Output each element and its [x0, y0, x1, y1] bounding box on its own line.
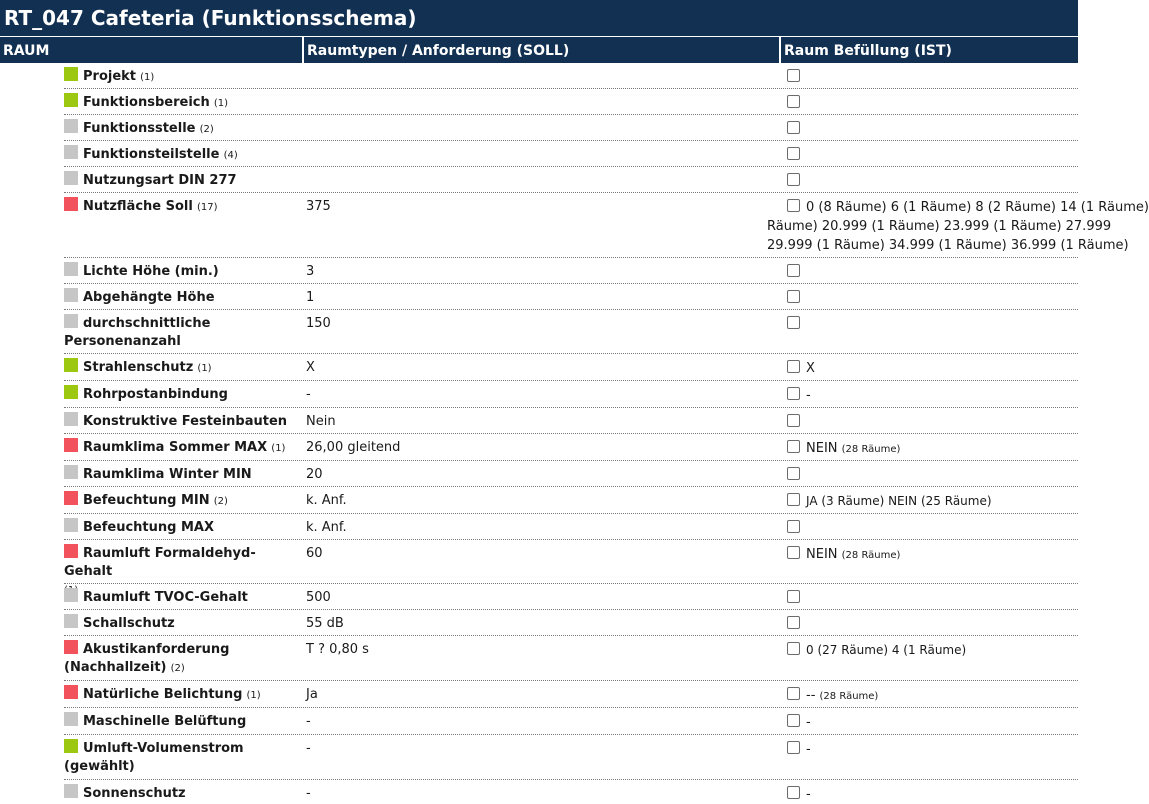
ist-cell	[787, 466, 1078, 485]
table-row	[0, 780, 1078, 801]
ist-cell	[787, 641, 1078, 660]
ist-note: (28 Räume)	[819, 691, 879, 702]
ist-value: X	[806, 361, 815, 376]
row-label-cell	[64, 712, 298, 732]
soll-value: -	[306, 741, 311, 756]
ist-value-line: 29.999 (1 Räume) 34.999 (1 Räume) 36.999 (1 Räume)	[767, 238, 1129, 253]
table-row	[0, 434, 1078, 461]
row-label-cell	[64, 438, 298, 458]
ist-cell	[787, 519, 1078, 538]
row-count: (1)	[140, 72, 155, 83]
table-row	[0, 681, 1078, 708]
status-square-icon	[64, 119, 78, 133]
status-square-icon	[64, 465, 78, 479]
soll-value: -	[306, 786, 311, 801]
ist-note: (28 Räume)	[841, 444, 901, 455]
soll-value: -	[306, 714, 311, 729]
row-count: (1)	[213, 98, 229, 109]
row-label: Konstruktive Festeinbauten	[83, 414, 288, 429]
soll-value: 20	[306, 467, 323, 482]
row-checkbox[interactable]	[787, 121, 800, 134]
row-count: (1)	[246, 690, 261, 701]
row-checkbox[interactable]	[787, 95, 800, 108]
row-label: Funktionsstelle	[83, 121, 196, 136]
row-label: Raumluft Formaldehyd-Gehalt	[64, 546, 256, 579]
row-label: Strahlenschutz	[83, 360, 194, 375]
table-header	[0, 37, 1078, 63]
soll-value: 1	[306, 290, 315, 305]
ist-cell	[787, 492, 1078, 511]
row-label-cell	[64, 67, 298, 87]
ist-cell	[787, 439, 1078, 459]
table-row	[0, 381, 1078, 408]
status-square-icon	[64, 358, 78, 372]
table-row	[0, 115, 1078, 141]
ist-value: -	[806, 787, 811, 802]
soll-value: 500	[306, 590, 331, 605]
row-label: Lichte Höhe (min.)	[83, 264, 219, 279]
row-label: Sonnenschutz	[83, 786, 186, 801]
row-checkbox[interactable]	[787, 616, 800, 629]
ist-cell	[787, 94, 1078, 113]
row-label-cell	[64, 145, 298, 165]
row-label: Rohrpostanbindung	[83, 387, 228, 402]
row-label-cell	[64, 465, 298, 485]
row-label-cell	[64, 518, 298, 538]
status-square-icon	[64, 588, 78, 602]
row-label: Befeuchtung MIN	[83, 493, 210, 508]
table-row	[0, 584, 1078, 610]
table-row	[0, 610, 1078, 636]
row-label-cell	[64, 640, 234, 678]
row-label: Natürliche Belichtung	[83, 687, 243, 702]
table-row	[0, 735, 1078, 780]
ist-cell	[787, 545, 1078, 565]
row-label: Raumluft TVOC-Gehalt	[83, 590, 248, 605]
ist-value: -	[806, 715, 811, 730]
row-label: Funktionsteilstelle	[83, 147, 220, 162]
row-checkbox[interactable]	[787, 714, 800, 727]
row-checkbox[interactable]	[787, 360, 800, 373]
soll-value: 375	[306, 199, 331, 214]
soll-value: 150	[306, 316, 331, 331]
row-label-cell	[64, 588, 298, 608]
ist-value-line: 0 (8 Räume) 6 (1 Räume) 8 (2 Räume) 14 (1 Räume)	[806, 200, 1149, 215]
row-count: (1)	[271, 443, 286, 454]
table-row	[0, 193, 1149, 258]
row-checkbox[interactable]	[787, 786, 800, 799]
row-checkbox[interactable]	[787, 546, 800, 559]
soll-value: -	[306, 387, 311, 402]
ist-cell	[787, 713, 1078, 732]
ist-cell	[787, 120, 1078, 139]
ist-value: JA (3 Räume) NEIN (25 Räume)	[806, 494, 992, 508]
status-square-icon	[64, 93, 78, 107]
row-checkbox[interactable]	[787, 264, 800, 277]
ist-note: (28 Räume)	[841, 550, 901, 561]
row-label-cell	[64, 119, 298, 139]
status-square-icon	[64, 614, 78, 628]
status-square-icon	[64, 438, 78, 452]
status-square-icon	[64, 491, 78, 505]
header-raum: RAUM	[3, 43, 50, 59]
row-checkbox[interactable]	[787, 741, 800, 754]
ist-cell	[787, 146, 1078, 165]
row-label: Projekt	[83, 69, 137, 84]
status-square-icon	[64, 412, 78, 426]
header-ist: Raum Befüllung (IST)	[779, 37, 1078, 63]
status-square-icon	[64, 784, 78, 798]
ist-value-line: Räume) 20.999 (1 Räume) 23.999 (1 Räume) 27.999	[767, 219, 1112, 234]
status-square-icon	[64, 171, 78, 185]
soll-value: k. Anf.	[306, 520, 347, 535]
status-square-icon	[64, 544, 78, 558]
row-checkbox[interactable]	[787, 590, 800, 603]
ist-cell	[787, 68, 1078, 87]
ist-cell	[787, 740, 1078, 759]
row-count: (4)	[223, 150, 238, 161]
ist-value: --	[806, 688, 816, 703]
row-checkbox[interactable]	[787, 687, 800, 700]
table-row	[0, 89, 1078, 115]
row-label-cell	[64, 358, 298, 378]
row-label-cell	[64, 93, 298, 113]
ist-cell	[787, 413, 1078, 432]
status-square-icon	[64, 145, 78, 159]
row-checkbox[interactable]	[787, 440, 800, 453]
row-checkbox[interactable]	[787, 199, 800, 212]
row-label-cell	[64, 262, 298, 282]
status-square-icon	[64, 314, 78, 328]
soll-value: Ja	[306, 687, 318, 702]
status-square-icon	[64, 197, 78, 211]
ist-cell	[767, 198, 1149, 255]
ist-cell	[787, 315, 1078, 334]
row-label-cell	[64, 784, 298, 804]
row-label-cell	[64, 412, 298, 432]
table-row	[0, 540, 1078, 584]
table-row	[0, 310, 1078, 354]
table-row	[0, 167, 1078, 193]
ist-value: NEIN	[806, 547, 838, 562]
ist-cell	[787, 172, 1078, 191]
soll-value: Nein	[306, 414, 336, 429]
row-count: (2)	[213, 496, 228, 507]
table-row	[0, 284, 1078, 310]
row-label: Nutzfläche Soll	[83, 199, 193, 214]
table-row	[0, 63, 1078, 89]
ist-cell	[787, 263, 1078, 282]
soll-value: 55 dB	[306, 616, 344, 631]
row-count: (1)	[197, 363, 212, 374]
ist-cell	[787, 386, 1078, 405]
ist-value: -	[806, 742, 811, 757]
status-square-icon	[64, 67, 78, 81]
ist-cell	[787, 359, 1078, 378]
ist-cell	[787, 615, 1078, 634]
ist-value: NEIN	[806, 441, 838, 456]
row-checkbox[interactable]	[787, 387, 800, 400]
header-soll: Raumtypen / Anforderung (SOLL)	[302, 37, 778, 63]
row-checkbox[interactable]	[787, 493, 800, 506]
status-square-icon	[64, 712, 78, 726]
row-label-cell	[64, 491, 298, 511]
table-row	[0, 514, 1078, 540]
table-row	[0, 354, 1078, 381]
table-row	[0, 461, 1078, 487]
ist-cell	[787, 289, 1078, 308]
row-label: Nutzungsart DIN 277	[83, 173, 237, 188]
soll-value: 60	[306, 546, 323, 561]
status-square-icon	[64, 640, 78, 654]
table-row	[0, 636, 1078, 681]
ist-cell	[787, 785, 1078, 804]
row-checkbox[interactable]	[787, 414, 800, 427]
table-row	[0, 258, 1078, 284]
row-label-cell	[64, 197, 298, 217]
row-label: Befeuchtung MAX	[83, 520, 214, 535]
row-checkbox[interactable]	[787, 467, 800, 480]
row-count: (2)	[170, 663, 185, 674]
row-label: Raumklima Winter MIN	[83, 467, 252, 482]
row-label: Umluft-Volumenstrom (gewählt)	[64, 741, 244, 774]
ist-cell	[787, 686, 1078, 706]
page-title: RT_047 Cafeteria (Funktionsschema)	[0, 0, 1078, 36]
row-label: Schallschutz	[83, 616, 175, 631]
row-label: Akustikanforderung (Nachhallzeit)	[64, 642, 230, 675]
soll-value: 3	[306, 264, 315, 279]
table-row	[0, 408, 1078, 434]
row-label-cell	[64, 288, 298, 308]
soll-value: T ? 0,80 s	[306, 642, 369, 657]
status-square-icon	[64, 685, 78, 699]
ist-value: 0 (27 Räume) 4 (1 Räume)	[806, 643, 967, 657]
row-label: Maschinelle Belüftung	[83, 714, 247, 729]
status-square-icon	[64, 288, 78, 302]
row-checkbox[interactable]	[787, 316, 800, 329]
row-checkbox[interactable]	[787, 173, 800, 186]
row-label-cell	[64, 739, 244, 777]
soll-value: k. Anf.	[306, 493, 347, 508]
row-label: Raumklima Sommer MAX	[83, 440, 268, 455]
ist-cell	[787, 589, 1078, 608]
soll-value: 26,00 gleitend	[306, 440, 401, 455]
row-label-cell	[64, 685, 298, 705]
row-count: (17)	[196, 202, 218, 213]
table-row	[0, 141, 1078, 167]
row-checkbox[interactable]	[787, 290, 800, 303]
row-label: Abgehängte Höhe	[83, 290, 215, 305]
row-checkbox[interactable]	[787, 147, 800, 160]
table-row	[0, 708, 1078, 735]
row-label-cell	[64, 385, 298, 405]
row-checkbox[interactable]	[787, 520, 800, 533]
status-square-icon	[64, 385, 78, 399]
row-label-cell	[64, 614, 298, 634]
row-label-cell	[64, 171, 298, 191]
status-square-icon	[64, 518, 78, 532]
row-checkbox[interactable]	[787, 69, 800, 82]
row-label: Funktionsbereich	[83, 95, 210, 110]
status-square-icon	[64, 739, 78, 753]
soll-value: X	[306, 360, 315, 375]
table-row	[0, 487, 1078, 514]
row-label-cell	[64, 314, 224, 352]
row-label: durchschnittliche Personenanzahl	[64, 316, 211, 349]
ist-value: -	[806, 388, 811, 403]
status-square-icon	[64, 262, 78, 276]
row-checkbox[interactable]	[787, 642, 800, 655]
row-count: (2)	[199, 124, 214, 135]
